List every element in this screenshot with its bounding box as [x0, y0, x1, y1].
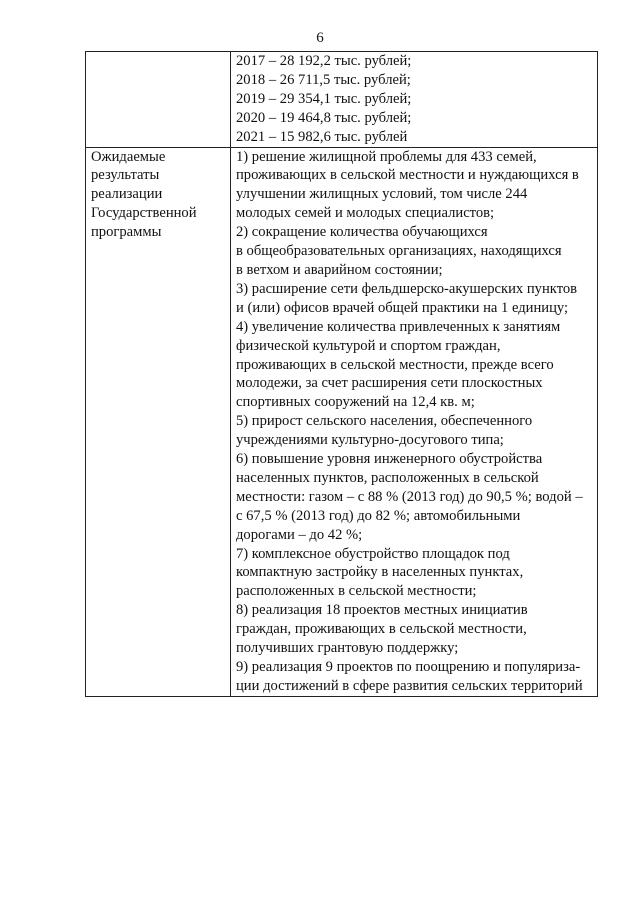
result-line: с 67,5 % (2013 год) до 82 %; автомобильными: [236, 507, 521, 524]
result-line: 7) комплексное обустройство площадок под: [236, 545, 510, 562]
result-line: 1) решение жилищной проблемы для 433 семей,: [236, 148, 537, 165]
result-line: населенных пунктов, расположенных в сельской: [236, 469, 539, 486]
results-values-cell: [231, 147, 598, 696]
results-label-line: Государственной: [91, 205, 197, 222]
result-line: получивших грантовую поддержку;: [236, 640, 459, 657]
result-line: проживающих в сельской местности, прежде всего: [236, 356, 554, 373]
result-line: и (или) офисов врачей общей практики на 1 единицу;: [236, 299, 569, 316]
funding-values-cell: [231, 52, 598, 148]
funding-label-cell: [86, 52, 231, 148]
program-passport-table: [85, 51, 598, 697]
result-line: дорогами – до 42 %;: [236, 526, 363, 543]
results-label-cell: [86, 147, 231, 696]
result-line: 8) реализация 18 проектов местных инициатив: [236, 602, 528, 619]
result-line: 4) увеличение количества привлеченных к занятиям: [236, 318, 561, 335]
result-line: 3) расширение сети фельдшерско-акушерских пунктов: [236, 280, 578, 297]
result-line: улучшении жилищных условий, том числе 244: [236, 186, 528, 203]
result-line: в общеобразовательных организациях, находящихся: [236, 243, 562, 260]
result-line: 2) сокращение количества обучающихся: [236, 224, 488, 241]
results-label-line: реализации: [91, 186, 163, 203]
results-label-line: результаты: [91, 167, 160, 184]
result-line: проживающих в сельской местности и нуждающихся в: [236, 167, 579, 184]
result-line: 6) повышение уровня инженерного обустройства: [236, 451, 543, 468]
result-line: физической культурой и спортом граждан,: [236, 337, 501, 354]
results-label-line: Ожидаемые: [91, 148, 166, 165]
funding-line: 2019 – 29 354,1 тыс. рублей;: [236, 90, 412, 107]
result-line: расположенных в сельской местности;: [236, 583, 477, 600]
result-line: молодежи, за счет расширения сети плоскостных: [236, 375, 543, 392]
result-line: местности: газом – с 88 % (2013 год) до 90,5 %; водой –: [236, 488, 583, 505]
result-line: спортивных сооружений на 12,4 кв. м;: [236, 394, 475, 411]
funding-line: 2020 – 19 464,8 тыс. рублей;: [236, 109, 412, 126]
result-line: 9) реализация 9 проектов по поощрению и популяриза-: [236, 659, 581, 675]
page-number: 6: [316, 30, 324, 46]
funding-line: 2018 – 26 711,5 тыс. рублей;: [236, 71, 411, 88]
result-line: ции достижений в сфере развития сельских территорий: [236, 677, 583, 694]
result-line: граждан, проживающих в сельской местности,: [236, 621, 527, 638]
result-line: в ветхом и аварийном состоянии;: [236, 261, 443, 278]
result-line: учреждениями культурно-досугового типа;: [236, 432, 504, 449]
result-line: компактную застройку в населенных пунктах,: [236, 564, 524, 581]
results-label-line: программы: [91, 224, 162, 241]
result-line: молодых семей и молодых специалистов;: [236, 205, 495, 222]
table-row-funding: [86, 52, 598, 148]
funding-line: 2021 – 15 982,6 тыс. рублей: [236, 128, 408, 145]
table-row-expected-results: [86, 147, 598, 696]
result-line: 5) прирост сельского населения, обеспеченного: [236, 413, 533, 430]
funding-line: 2017 – 28 192,2 тыс. рублей;: [236, 53, 412, 69]
